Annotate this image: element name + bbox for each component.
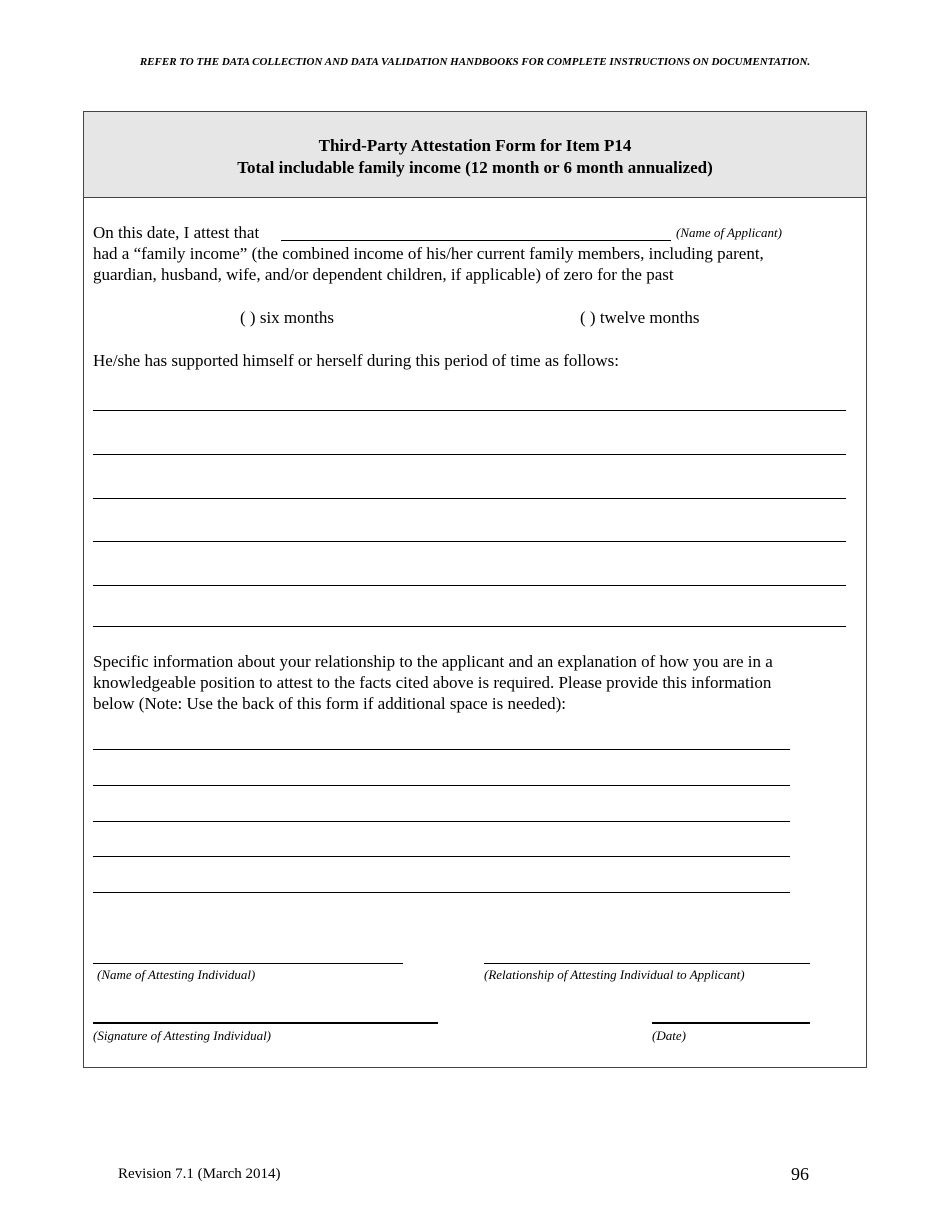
support-line[interactable]: [93, 410, 846, 411]
relationship-text-1: Specific information about your relationship to the applicant and an explanation of how you are in a: [93, 652, 773, 671]
income-text-1: had a “family income” (the combined income of his/her current family members, including parent,: [93, 244, 764, 263]
attest-prefix: On this date, I attest that: [93, 223, 260, 242]
form-title: Third-Party Attestation Form for Item P14: [318, 136, 632, 155]
relationship-label: (Relationship of Attesting Individual to Applicant): [484, 967, 745, 982]
applicant-name-field[interactable]: [281, 240, 671, 241]
form-header: [84, 112, 866, 198]
form-subtitle: Total includable family income (12 month or 6 month annualized): [237, 158, 713, 177]
support-text: He/she has supported himself or herself during this period of time as follows:: [93, 351, 619, 370]
support-line[interactable]: [93, 626, 846, 627]
income-text-2: guardian, husband, wife, and/or dependent children, if applicable) of zero for the past: [93, 265, 674, 284]
support-line[interactable]: [93, 498, 846, 499]
attesting-name-label: (Name of Attesting Individual): [97, 967, 256, 982]
top-note: REFER TO THE DATA COLLECTION AND DATA VALIDATION HANDBOOKS FOR COMPLETE INSTRUCTIONS ON DOCUMENTATION.: [139, 56, 811, 68]
support-line[interactable]: [93, 541, 846, 542]
applicant-label: (Name of Applicant): [676, 225, 782, 240]
date-label: (Date): [652, 1028, 686, 1043]
relationship-field[interactable]: [484, 963, 810, 964]
option-twelve-months[interactable]: ( ) twelve months: [580, 308, 700, 327]
relationship-text-2: knowledgeable position to attest to the facts cited above is required. Please provide this information: [93, 673, 772, 692]
page-number: 96: [791, 1164, 809, 1184]
relationship-line[interactable]: [93, 821, 790, 822]
support-line[interactable]: [93, 585, 846, 586]
option-six-months[interactable]: ( ) six months: [240, 308, 334, 327]
relationship-text-3: below (Note: Use the back of this form if additional space is needed):: [93, 694, 567, 713]
signature-field[interactable]: [93, 1022, 438, 1024]
date-field[interactable]: [652, 1022, 810, 1024]
relationship-line[interactable]: [93, 785, 790, 786]
revision-text: Revision 7.1 (March 2014): [118, 1166, 281, 1182]
relationship-line[interactable]: [93, 749, 790, 750]
support-line[interactable]: [93, 454, 846, 455]
relationship-line[interactable]: [93, 892, 790, 893]
relationship-line[interactable]: [93, 856, 790, 857]
signature-label: (Signature of Attesting Individual): [93, 1028, 272, 1043]
attesting-name-field[interactable]: [93, 963, 403, 964]
